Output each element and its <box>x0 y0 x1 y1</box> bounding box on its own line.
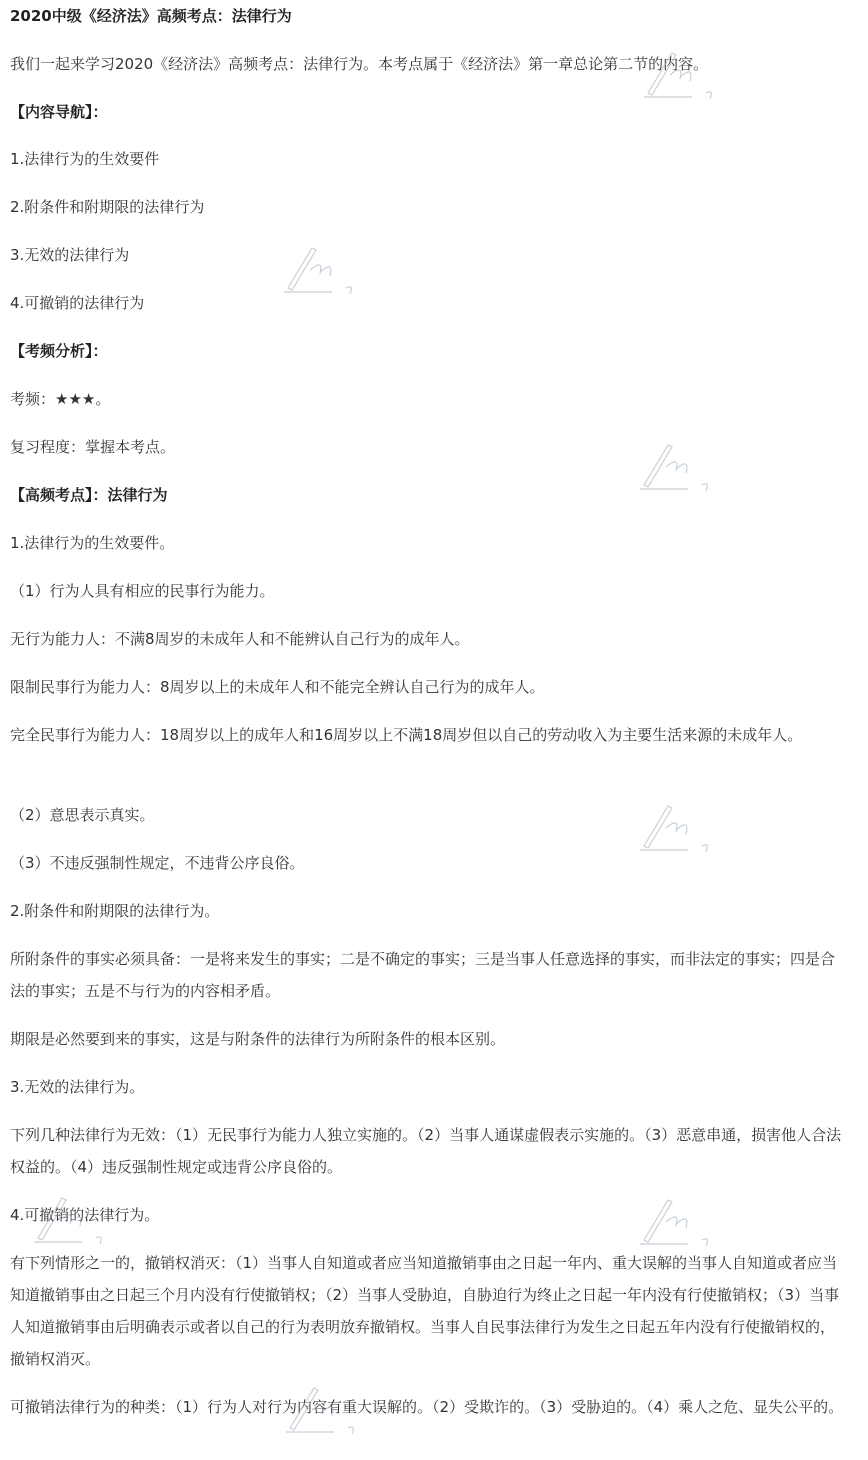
nav-item: 4.可撤销的法律行为 <box>10 294 145 312</box>
pen-watermark-icon <box>282 1380 372 1440</box>
pen-watermark-icon <box>640 45 730 105</box>
pen-watermark-icon <box>636 1192 726 1252</box>
nav-item: 3.无效的法律行为 <box>10 246 130 264</box>
pen-watermark-icon <box>636 798 726 858</box>
section-3-title: 3.无效的法律行为。 <box>10 1078 145 1096</box>
limited-capacity-text: 限制民事行为能力人：8周岁以上的未成年人和不能完全辨认自己行为的成年人。 <box>10 678 545 696</box>
section-1-item-1: （1）行为人具有相应的民事行为能力。 <box>10 582 275 600</box>
nav-heading: 【内容导航】： <box>10 103 108 121</box>
no-capacity-text: 无行为能力人：不满8周岁的未成年人和不能辨认自己行为的成年人。 <box>10 630 470 648</box>
pen-watermark-icon <box>636 437 726 497</box>
nav-item: 1.法律行为的生效要件 <box>10 150 160 168</box>
review-level-text: 复习程度：掌握本考点。 <box>10 438 176 456</box>
section-2-paragraph-1: 所附条件的事实必须具备：一是将来发生的事实；二是不确定的事实；三是当事人任意选择的事实，而非法定的事实；四是合法的事实；五是不与行为的内容相矛盾。 <box>10 950 836 1000</box>
section-1-title: 1.法律行为的生效要件。 <box>10 534 175 552</box>
analysis-heading: 【考频分析】： <box>10 342 108 360</box>
section-4-title: 4.可撤销的法律行为。 <box>10 1206 160 1224</box>
point-heading: 【高频考点】：法律行为 <box>10 486 168 504</box>
section-4-paragraph-1: 有下列情形之一的，撤销权消灭：（1）当事人自知道或者应当知道撤销事由之日起一年内、重大误解的当事人自知道或者应当知道撤销事由之日起三个月内没有行使撤销权；（2）当事人受胁迫，自胁迫行为终止之日起一年内没有行使撤销权；（3）当事人知道撤销事由后明确表示或者以自己的行为表明放弃撤销权。当事人自民事法律行为发生之日起五年内没有行使撤销权的，撤销权消灭。 <box>10 1254 840 1368</box>
pen-watermark-icon <box>280 240 370 300</box>
full-capacity-text: 完全民事行为能力人：18周岁以上的成年人和16周岁以上不满18周岁但以自己的劳动收入为主要生活来源的未成年人。 <box>10 726 803 744</box>
section-2-paragraph-2: 期限是必然要到来的事实，这是与附条件的法律行为所附条件的根本区别。 <box>10 1030 506 1048</box>
section-3-paragraph: 下列几种法律行为无效：（1）无民事行为能力人独立实施的。（2）当事人通谋虚假表示实施的。（3）恶意串通，损害他人合法权益的。（4）违反强制性规定或违背公序良俗的。 <box>10 1126 842 1176</box>
frequency-text: 考频：★★★。 <box>10 390 111 408</box>
nav-item: 2.附条件和附期限的法律行为 <box>10 198 205 216</box>
section-1-item-3: （3）不违反强制性规定，不违背公序良俗。 <box>10 854 305 872</box>
pen-watermark-icon <box>30 1190 120 1250</box>
intro-paragraph: 我们一起来学习2020《经济法》高频考点：法律行为。本考点属于《经济法》第一章总论第二节的内容。 <box>10 55 709 73</box>
section-1-item-2: （2）意思表示真实。 <box>10 806 155 824</box>
article-title: 2020中级《经济法》高频考点：法律行为 <box>10 7 292 25</box>
section-2-title: 2.附条件和附期限的法律行为。 <box>10 902 220 920</box>
section-4-paragraph-2: 可撤销法律行为的种类：（1）行为人对行为内容有重大误解的。（2）受欺诈的。（3）受胁迫的。（4）乘人之危、显失公平的。 <box>10 1398 844 1416</box>
